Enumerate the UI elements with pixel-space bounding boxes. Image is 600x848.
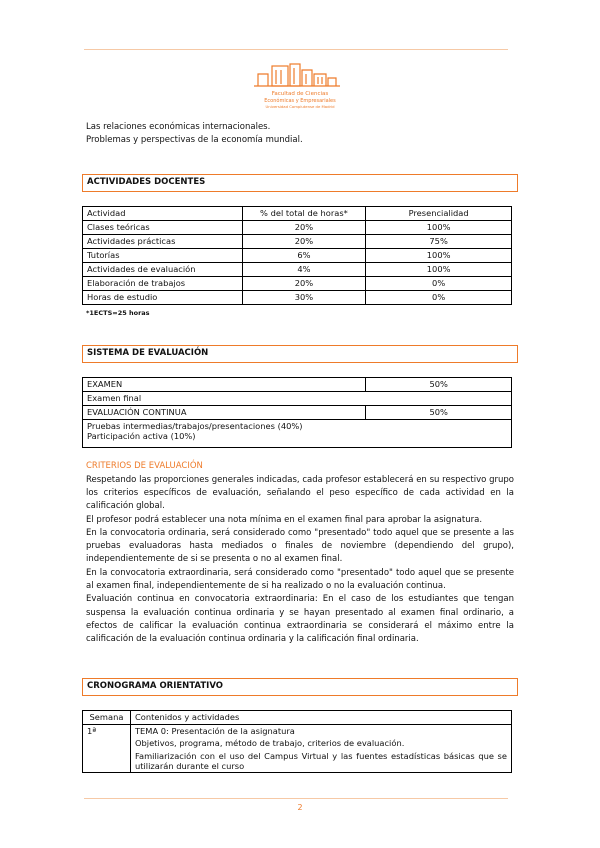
table-row	[83, 378, 512, 392]
cronograma-table	[82, 710, 512, 773]
table-header-row	[83, 711, 512, 725]
table-row	[83, 725, 512, 773]
table-cell: 4%	[242, 263, 366, 277]
intro-line: Las relaciones económicas internacionales.	[86, 122, 271, 132]
table-row	[83, 235, 512, 249]
table-cell: 30%	[242, 291, 366, 305]
section-header-actividades: ACTIVIDADES DOCENTES	[82, 174, 518, 192]
intro-line: Problemas y perspectivas de la economía mundial.	[86, 134, 303, 145]
logo-line-1: Facultad de Ciencias	[271, 91, 329, 97]
table-cell: 6%	[242, 249, 366, 263]
examen-value: 50%	[366, 378, 512, 392]
header-rule	[84, 49, 508, 50]
intro-text	[86, 122, 516, 147]
table-header-cell: Actividad	[83, 207, 243, 221]
table-cell: 20%	[242, 235, 366, 249]
continua-detail	[83, 420, 512, 448]
contents-cell	[130, 725, 511, 773]
table-cell: Actividades prácticas	[83, 235, 243, 249]
criterios-paragraph: En la convocatoria ordinaria, será considerado como "presentado" todo aquel que se presente a las pruebas evaluadoras hasta mediados o finales de noviembre (dependiendo del grupo), independientemente de si se presenta o no al examen final.	[86, 527, 514, 565]
footer-rule	[84, 798, 508, 799]
table-row	[83, 406, 512, 420]
page-number: 2	[297, 803, 303, 812]
table-cell: Elaboración de trabajos	[83, 277, 243, 291]
table-row	[83, 392, 512, 406]
criterios-paragraph: Evaluación continua en convocatoria extraordinaria: En el caso de los estudiantes que tengan suspensa la evaluación continua ordinaria y se hayan presentado al examen final ordinario, a efectos de calificar la evaluación continua extraordinaria se considerará el máximo entre la calificación de la evaluación continua ordinaria y la calificación final ordinaria.	[86, 594, 514, 645]
section-header-cronograma: CRONOGRAMA ORIENTATIVO	[82, 678, 518, 696]
section-header-evaluacion: SISTEMA DE EVALUACIÓN	[82, 345, 518, 363]
table-row	[83, 420, 512, 448]
criterios-paragraph: En la convocatoria extraordinaria, será considerado como "presentado" todo aquel que se presente al examen final, independientemente de si ha realizado o no la evaluación continua.	[86, 567, 514, 591]
table-cell: 20%	[242, 277, 366, 291]
table-header-row	[83, 207, 512, 221]
table-cell: Actividades de evaluación	[83, 263, 243, 277]
table-row	[83, 249, 512, 263]
table-row	[83, 291, 512, 305]
evaluacion-table	[82, 377, 512, 448]
table-cell: 20%	[242, 221, 366, 235]
actividades-table	[82, 206, 512, 305]
table-cell: 100%	[366, 249, 512, 263]
logo-line-2: Económicas y Empresariales	[264, 98, 336, 104]
table-cell: 100%	[366, 263, 512, 277]
contents-line: Familiarización con el uso del Campus Virtual y las fuentes estadísticas básicas que se utilizarán durante el curso	[134, 750, 507, 772]
table-row	[83, 277, 512, 291]
examen-label: EXAMEN	[83, 378, 366, 392]
continua-item: Participación activa (10%)	[87, 431, 196, 442]
ects-footnote: *1ECTS=25 horas	[86, 309, 150, 317]
criterios-paragraph: El profesor podrá establecer una nota mínima en el examen final para aprobar la asignatura.	[86, 514, 483, 525]
table-header-cell: Presencialidad	[366, 207, 512, 221]
table-cell: 100%	[366, 221, 512, 235]
table-cell: 75%	[366, 235, 512, 249]
table-row	[83, 221, 512, 235]
examen-final: Examen final	[83, 392, 512, 406]
contents-line: Objetivos, programa, método de trabajo, criterios de evaluación.	[134, 738, 405, 749]
table-header-cell: Contenidos y actividades	[130, 711, 511, 725]
continua-value: 50%	[366, 406, 512, 420]
criterios-paragraph: Respetando las proporciones generales indicadas, cada profesor establecerá en su respectivo grupo los criterios específicos de evaluación, señalando el peso específico de cada actividad en la calificación global.	[86, 474, 514, 512]
week-cell: 1ª	[83, 725, 131, 773]
table-cell: Horas de estudio	[83, 291, 243, 305]
tema-title: TEMA 0: Presentación de la asignatura	[134, 726, 295, 736]
continua-label: EVALUACIÓN CONTINUA	[83, 406, 366, 420]
faculty-logo	[250, 60, 350, 112]
logo-line-3: Universidad Complutense de Madrid	[265, 104, 335, 109]
table-cell: 0%	[366, 291, 512, 305]
table-cell: 0%	[366, 277, 512, 291]
table-row	[83, 263, 512, 277]
continua-item: Pruebas intermedias/trabajos/presentaciones (40%)	[87, 421, 303, 431]
criterios-title: CRITERIOS DE EVALUACIÓN	[86, 461, 203, 471]
table-cell: Tutorías	[83, 249, 243, 263]
table-header-cell: Semana	[83, 711, 131, 725]
table-header-cell: % del total de horas*	[242, 207, 366, 221]
table-cell: Clases teóricas	[83, 221, 243, 235]
criterios-section	[86, 461, 514, 646]
